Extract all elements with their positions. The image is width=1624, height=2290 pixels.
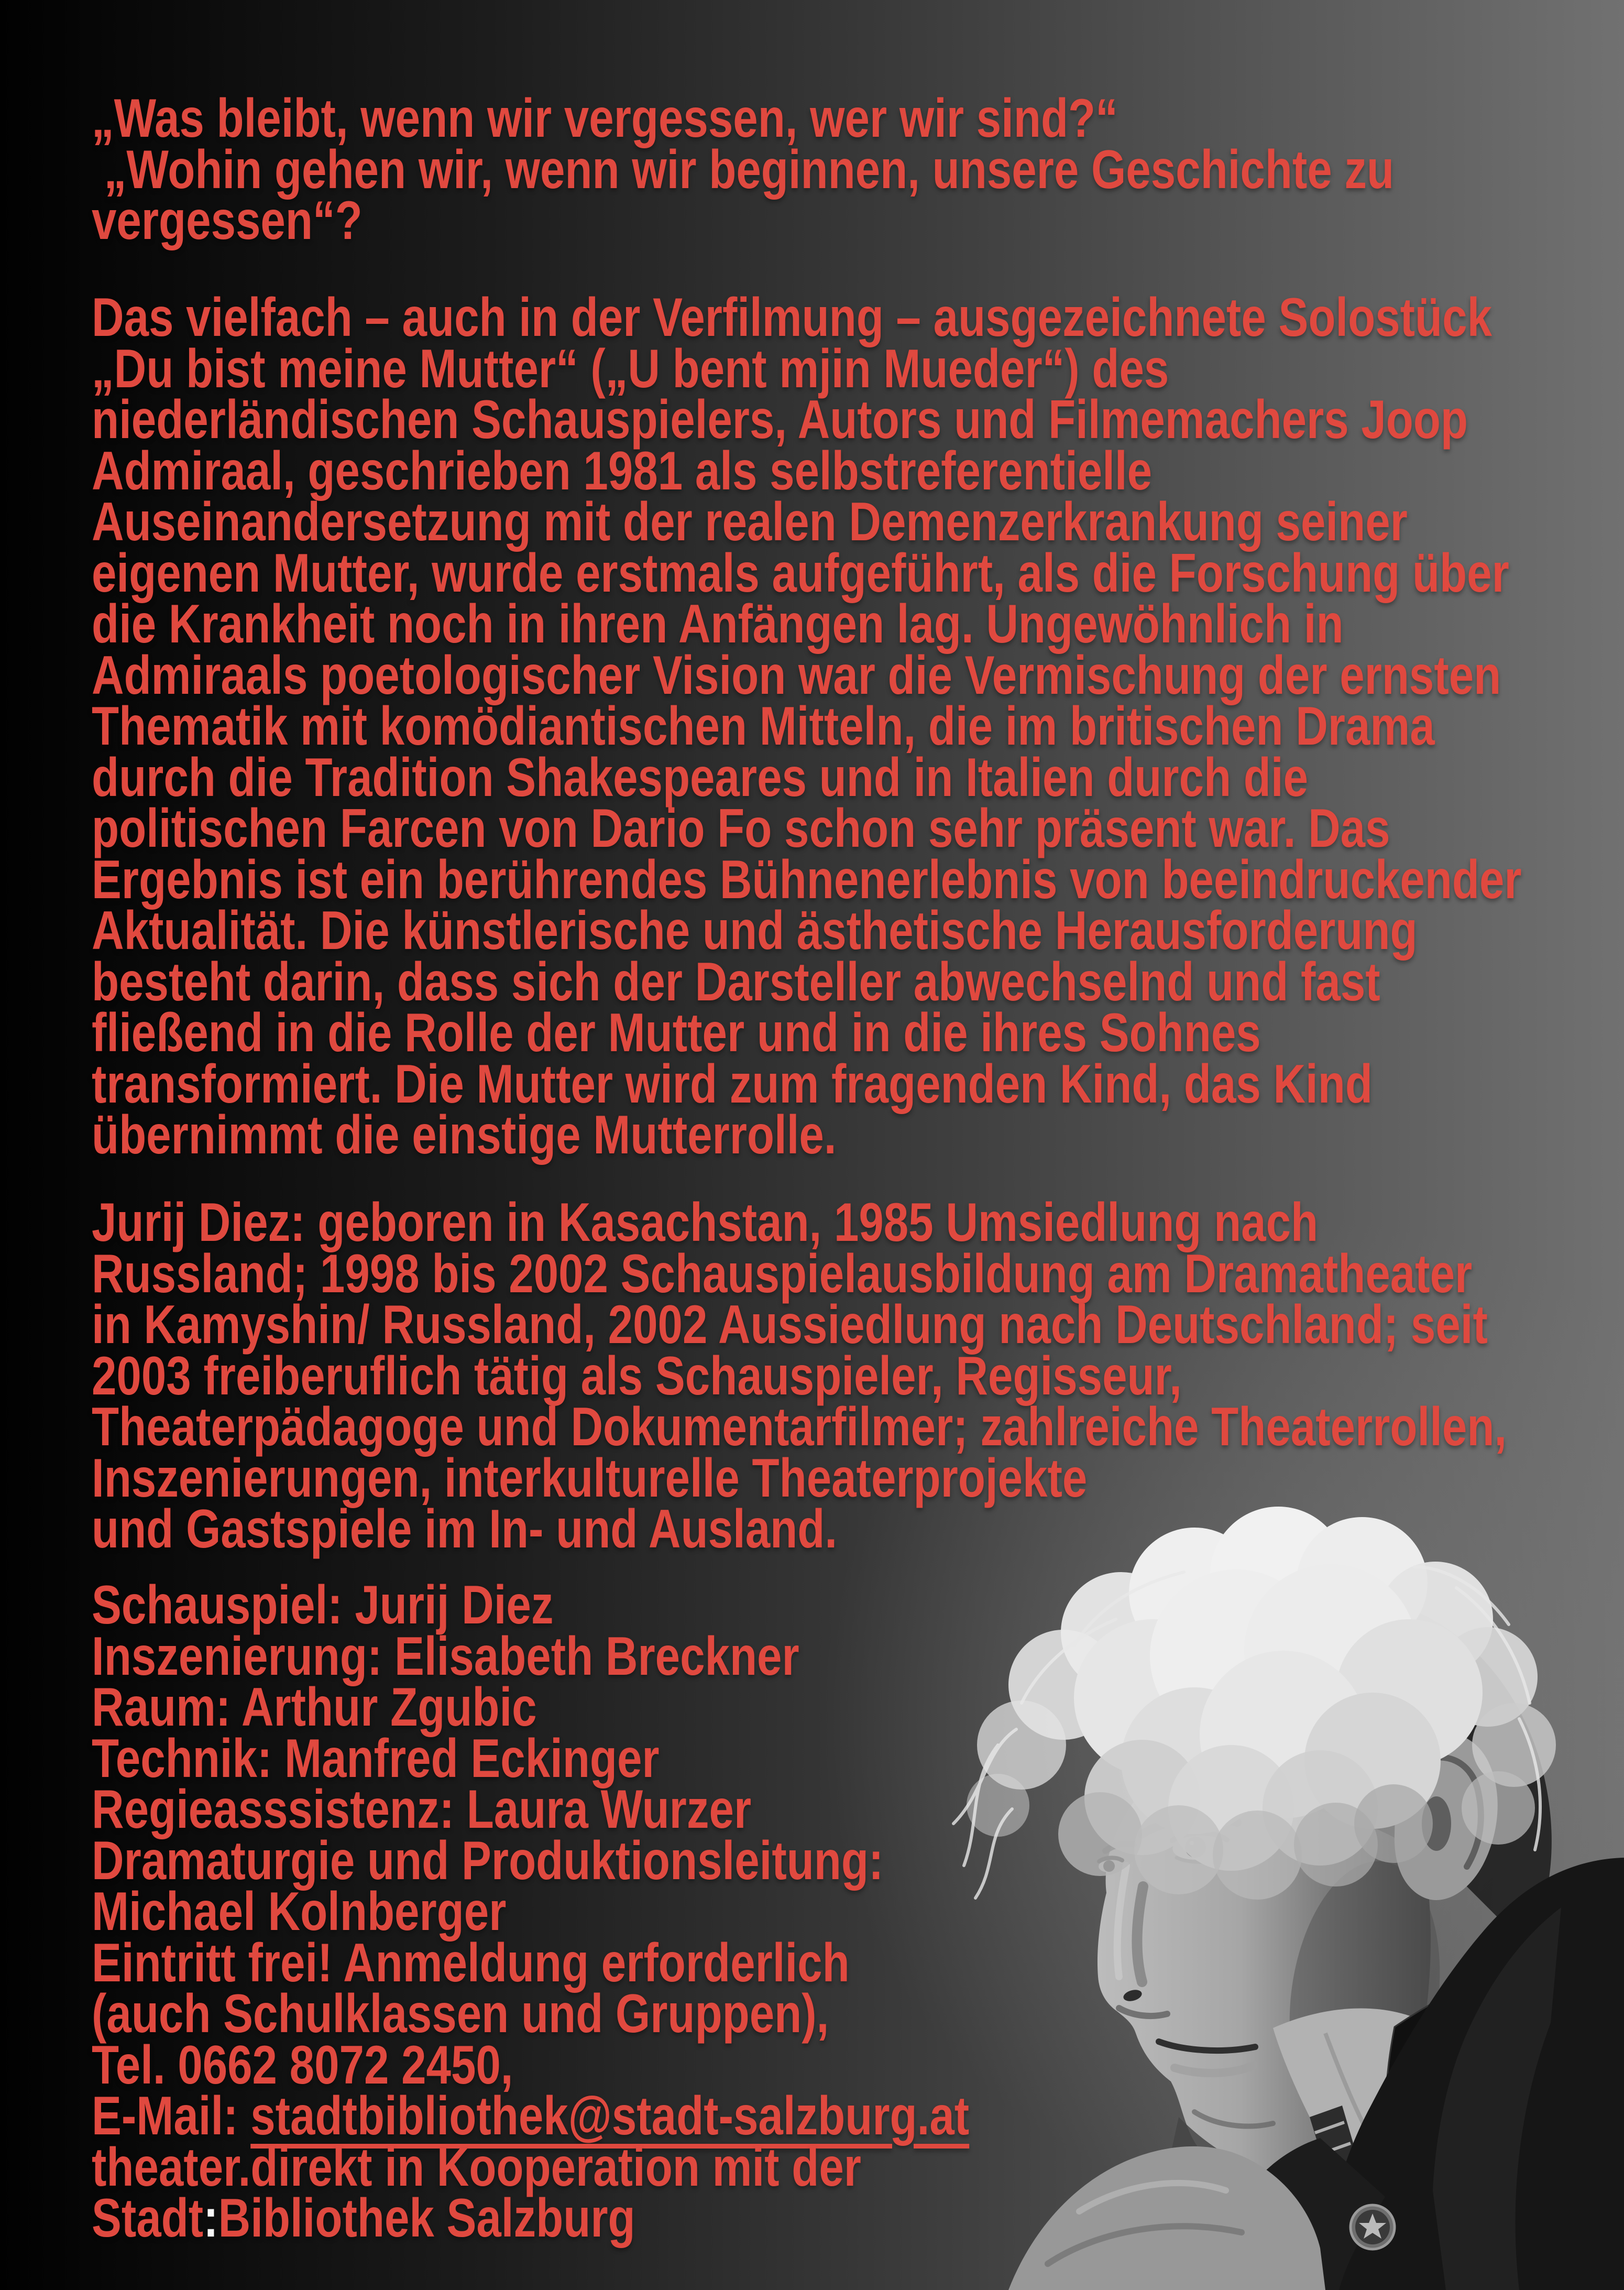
actor-biography bbox=[92, 1192, 1507, 1560]
text-segment: Bibliothek Salzburg bbox=[218, 2188, 635, 2249]
text-line: Michael Kolnberger bbox=[92, 1881, 507, 1942]
text-line: Inszenierung: Elisabeth Breckner bbox=[92, 1626, 799, 1687]
text-line: Raum: Arthur Zgubic bbox=[92, 1677, 537, 1738]
text-line: vergessen“? bbox=[92, 190, 363, 251]
text-line: Jurij Diez: geboren in Kasachstan, 1985 Umsiedlung nach bbox=[92, 1192, 1319, 1253]
text-line: Admiraals poetologischer Vision war die Vermischung der ernsten bbox=[92, 645, 1501, 706]
text-segment: E-Mail: bbox=[92, 2086, 251, 2146]
text-line: besteht darin, dass sich der Darsteller abwechselnd und fast bbox=[92, 951, 1380, 1012]
text-line: die Krankheit noch in ihren Anfängen lag. Ungewöhnlich in bbox=[92, 594, 1344, 655]
text-line: Russland; 1998 bis 2002 Schauspielausbildung am Dramatheater bbox=[92, 1243, 1473, 1304]
text-line: Technik: Manfred Eckinger bbox=[92, 1728, 660, 1789]
text-line: 2003 freiberuflich tätig als Schauspieler, Regisseur, bbox=[92, 1345, 1182, 1406]
text-line: Theaterpädagoge und Dokumentarfilmer; zahlreiche Theaterrollen, bbox=[92, 1397, 1507, 1457]
play-description bbox=[92, 287, 1522, 1165]
text-line: Tel. 0662 8072 2450, bbox=[92, 2034, 513, 2096]
text-line: „Wohin gehen wir, wenn wir beginnen, unsere Geschichte zu bbox=[92, 139, 1395, 200]
text-line: Schauspiel: Jurij Diez bbox=[92, 1575, 554, 1635]
text-line: „Was bleibt, wenn wir vergessen, wer wir sind?“ bbox=[92, 88, 1118, 149]
text-line bbox=[92, 2086, 970, 2146]
text-line: Auseinandersetzung mit der realen Demenzerkrankung seiner bbox=[92, 492, 1408, 552]
text-line: Regieasssistenz: Laura Wurzer bbox=[92, 1779, 752, 1840]
text-line: Thematik mit komödiantischen Mitteln, die im britischen Drama bbox=[92, 696, 1435, 757]
text-line: „Du bist meine Mutter“ („U bent mjin Mueder“) des bbox=[92, 338, 1169, 399]
text-line: Eintritt frei! Anmeldung erforderlich bbox=[92, 1932, 850, 1993]
text-line: theater.direkt in Kooperation mit der bbox=[92, 2136, 861, 2198]
credits-and-contact bbox=[92, 1575, 970, 2249]
text-line: Admiraal, geschrieben 1981 als selbstreferentielle bbox=[92, 440, 1153, 501]
text-line: und Gastspiele im In- und Ausland. bbox=[92, 1499, 838, 1560]
text-line: Das vielfach – auch in der Verfilmung – ausgezeichnete Solostück bbox=[92, 287, 1492, 348]
text-line: übernimmt die einstige Mutterrolle. bbox=[92, 1105, 837, 1165]
text-line: in Kamyshin/ Russland, 2002 Aussiedlung nach Deutschland; seit bbox=[92, 1294, 1488, 1355]
text-line: niederländischen Schauspielers, Autors und Filmemachers Joop bbox=[92, 389, 1468, 450]
text-line: durch die Tradition Shakespeares und in Italien durch die bbox=[92, 747, 1309, 808]
text-segment: : bbox=[203, 2188, 218, 2249]
text-segment: Stadt bbox=[92, 2188, 204, 2249]
text-line: Aktualität. Die künstlerische und ästhetische Herausforderung bbox=[92, 900, 1418, 961]
text-line: (auch Schulklassen und Gruppen), bbox=[92, 1983, 829, 2044]
text-line bbox=[92, 2188, 969, 2249]
text-line: Inszenierungen, interkulturelle Theaterprojekte bbox=[92, 1447, 1088, 1509]
text-line: fließend in die Rolle der Mutter und in die ihres Sohnes bbox=[92, 1002, 1261, 1063]
text-line: politischen Farcen von Dario Fo schon sehr präsent war. Das bbox=[92, 798, 1390, 859]
opening-quote bbox=[92, 88, 1395, 251]
text-line: eigenen Mutter, wurde erstmals aufgeführt, als die Forschung über bbox=[92, 542, 1509, 604]
email-link[interactable]: stadtbibliothek@stadt-salzburg.at bbox=[250, 2086, 970, 2146]
text-line: transformiert. Die Mutter wird zum fragenden Kind, das Kind bbox=[92, 1053, 1373, 1115]
text-line: Dramaturgie und Produktionsleitung: bbox=[92, 1830, 884, 1891]
text-line: Ergebnis ist ein berührendes Bühnenerlebnis von beeindruckender bbox=[92, 849, 1522, 910]
